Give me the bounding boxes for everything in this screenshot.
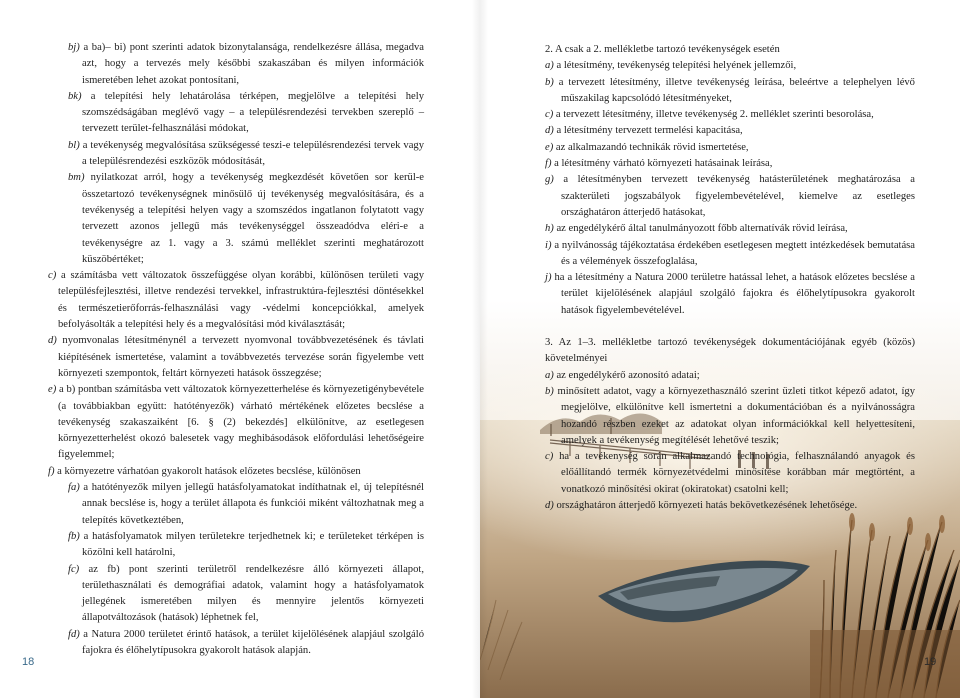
list-item: b) a tervezett létesítmény, illetve tevékenység leírása, beleértve a telephelyen lévő műszakilag kapcsolódó létesítményeket, xyxy=(545,76,915,104)
list-item: e) a b) pontban számításba vett változatok környezetterhelése és környezetigénybevétele (a továbbiakban együtt: hatótényezők) várható mértékének előzetes becslése a tevékenység szakaszaiként [6. § (2) bekezdés] elkülönítve, az esetlegesen környezetterhelést okozó balesetek vagy meghibásodások előfordulási lehetőségeire figyelemmel; xyxy=(48,384,424,461)
page-number-right: 19 xyxy=(924,656,937,668)
list-item: j) ha a létesítmény a Natura 2000 területre hatással lehet, a hatások előzetes becslése a terület kijelölésének alapjául szolgáló fajokra és élőhelytípusokra gyakorolt hatások figyelembevételével. xyxy=(545,272,915,316)
section-heading: 2. A csak a 2. mellékletbe tartozó tevékenységek esetén xyxy=(545,44,780,55)
list-item: a) az engedélykérő azonosító adatai; xyxy=(545,369,700,381)
list-item: g) a létesítményben tervezett tevékenység hatásterületének meghatározása a szakterületi jogszabályok figyelembevételével, kiemelve az esetleges országhatáron átterjedő hatásokat, xyxy=(545,174,915,218)
list-item: f) a környezetre várhatóan gyakorolt hatások előzetes becslése, különösen xyxy=(48,465,361,477)
list-item: fb) a hatásfolyamatok milyen területekre terjedhetnek ki; e területeket térképen is közölni kell határolni, xyxy=(68,530,424,559)
book-gutter xyxy=(472,0,488,698)
page-number-left: 18 xyxy=(22,656,35,668)
list-item: bj) a ba)– bi) pont szerinti adatok bizonytalansága, rendelkezésre állása, megadva azt, hogy a tervezés mely későbbi szakaszában és milyen információk ismeretében lehet azokat pontosítani, xyxy=(68,42,424,86)
section-heading: 3. Az 1–3. mellékletbe tartozó tevékenységek dokumentációjának egyéb (közös) követelményei xyxy=(545,337,915,365)
section-gap xyxy=(545,319,915,335)
list-item: c) a számításba vett változatok összefüggése olyan korábbi, különösen területi vagy településfejlesztési, illetve rendezési tervekkel, infrastruktúra-fejlesztési döntésekkel és természetierőforrás-felhasználási vagy -védelmi koncepciókkal, amelyek befolyásolták a telepítési hely és a megvalósítási mód kiválasztását; xyxy=(48,270,425,331)
list-item: c) a tervezett létesítmény, illetve tevékenység 2. melléklet szerinti besorolása, xyxy=(545,109,874,121)
left-column xyxy=(48,40,424,659)
list-item: b) minősített adatot, vagy a környezethasználó szerint üzleti titkot képező adatot, így megjelölve, elkülönítve kell ismertetni a dokumentációban és a nyilvánosságra hozandó részben ezeket az adatokat olyan információkkal kell helyettesíteni, amelyek a tevékenység megítélését lehetővé teszik; xyxy=(545,385,916,446)
list-item: d) országhatáron átterjedő környezeti hatás bekövetkezésének lehetősége. xyxy=(545,500,858,512)
list-item: fc) az fb) pont szerinti területről rendelkezésre álló környezeti állapot, területhasználati és demográfiai adatok, valamint hogy a hatásfolyamatok jellegének ismeretében milyen és mennyire jelentős környezeti állapotváltozások (hatások) léphetnek fel, xyxy=(68,563,424,624)
list-item: bl) a tevékenység megvalósítása szükségessé teszi-e településrendezési tervek vagy a településrendezési eszközök módosítását, xyxy=(68,139,424,168)
list-item: fa) a hatótényezők milyen jellegű hatásfolyamatokat indíthatnak el, új telepítésnél annak becslése is, hogy a terület állapota és funkciói miként változhatnak meg a telepítés következtében, xyxy=(68,482,424,526)
list-item: bk) a telepítési hely lehatárolása térképen, megjelölve a telepítési hely szomszédságában meglévő vagy – a településrendezési tervekben szereplő – tervezett terület-felhasználási módokat, xyxy=(68,90,424,135)
list-item: d) a létesítmény tervezett termelési kapacitása, xyxy=(545,125,743,137)
list-item: f) a létesítmény várható környezeti hatásainak leírása, xyxy=(545,158,773,170)
list-item: i) a nyilvánosság tájékoztatása érdekében esetlegesen megtett intézkedések bemutatása és a vélemények összefoglalása, xyxy=(545,239,915,267)
list-item: d) nyomvonalas létesítménynél a tervezett nyomvonal továbbvezetésének és távlati kiépítésének ismertetése, valamint a továbbvezetés tervezése során figyelembe vett környezeti szempontok, feltárt környezeti hatások összegzése; xyxy=(48,335,424,379)
right-column xyxy=(545,42,915,514)
list-item: bm) nyilatkozat arról, hogy a tevékenység megkezdését követően sor kerül-e összetartozó tevékenységnek minősülő új tevékenység megvalósítására, és a tevékenység a telepítési helyen vagy a szomszédos ingatlanon folytatott vagy tervezett azonos jellegű más tevékenységgel összeadódva eléri-e a tevékenységre az 1. vagy a 3. számú melléklet szerinti meghatározott küszöbértéket; xyxy=(68,172,424,265)
list-item: h) az engedélykérő által tanulmányozott főbb alternatívák rövid leírása, xyxy=(545,223,848,235)
list-item: fd) a Natura 2000 területet érintő hatások, a terület kijelölésének alapjául szolgáló fajokra és élőhelytípusokra gyakorolt hatások alapján. xyxy=(68,628,424,656)
list-item: c) ha a tevékenység során alkalmazandó technológia, felhasználandó anyagok és előállítandó termék környezetvédelmi minősítése korábban már megtörtént, a vonatkozó minősítési okirat (okiratokat) csatolni kell; xyxy=(545,451,915,495)
list-item: e) az alkalmazandó technikák rövid ismertetése, xyxy=(545,141,749,153)
list-item: a) a létesítmény, tevékenység telepítési helyének jellemzői, xyxy=(545,60,797,72)
